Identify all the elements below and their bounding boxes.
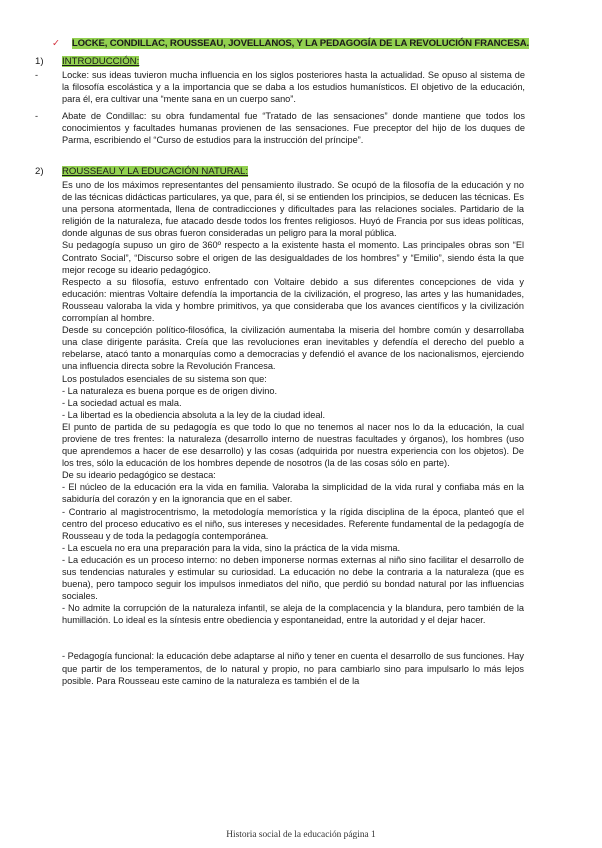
section-2-body: [62, 179, 524, 687]
bullet-dash: -: [35, 70, 39, 80]
bullet-dash: -: [35, 111, 39, 121]
section-2-number: 2): [35, 166, 44, 177]
paragraph: Desde su concepción político-filosófica, la civilización aumentaba la miseria del hombre común y desarrollaba una clase dirigente parásita. Creía que las revoluciones eran inevitables y defendía el derecho del pueblo a rebelarse, atacó tanto a monarquías como a democracias y defendió el avance de los nacionalismos, ejerciendo una influencia directa sobre la Revolución Francesa.: [62, 325, 524, 372]
paragraph: Respecto a su filosofía, estuvo enfrentado con Voltaire debido a sus diferentes concepciones de vida y educación: mientras Voltaire defendía la importancia de la civilización, el progreso, las artes y las humanidades, Rousseau valoraba la vida y hombre primitivos, ya que consideraba que los avances científicos y la civilización corrompían al hombre.: [62, 276, 524, 324]
paragraph: Su pedagogía supuso un giro de 360º respecto a la existente hasta el momento. Las principales obras son “El Contrato Social”, “Discurso sobre el origen de las desigualdades de los hombres” y “Emilio”, siendo ésta la que mejor recoge su ideario pedagógico.: [62, 240, 524, 275]
section-1-heading: [35, 56, 139, 67]
list-item: - El núcleo de la educación era la vida en familia. Valoraba la simplicidad de la vida rural y confiaba más en la sabiduría del corazón y en la ignorancia que en el saber.: [62, 482, 524, 505]
list-item-text: Locke: sus ideas tuvieron mucha influencia en los siglos posteriores hasta la actualidad. Se opuso al sistema de la filosofía escolástica y a la importancia que se daba a los estudios humanísticos. El objetivo de la educación, para él, era cultivar una “mente sana en un cuerpo sano”.: [62, 70, 525, 105]
list-item-locke: [35, 69, 525, 105]
list-item-condillac: [35, 110, 525, 146]
document-title: [52, 38, 529, 49]
list-item-text: Abate de Condillac: su obra fundamental fue “Tratado de las sensaciones” donde mantiene que todos los conocimientos y facultades humanas provienen de las sensaciones. Fue preceptor del hijo de los duques de Parma, escribiendo el “Curso de estudios para la instrucción del príncipe”.: [62, 111, 525, 146]
spacer: [62, 626, 524, 650]
list-item: - La escuela no era una preparación para la vida, sino la práctica de la vida misma.: [62, 542, 401, 553]
section-1-title: INTRODUCCIÓN:: [62, 56, 140, 67]
paragraph: Los postulados esenciales de su sistema son que:: [62, 373, 267, 384]
paragraph: El punto de partida de su pedagogía es que todo lo que no tenemos al nacer nos lo da la educación, la cual proviene de tres frentes: la naturaleza (desarrollo interno de nuestras facultades y órganos), los hombres (uso que aprendemos a hacer de ese desarrollo) y las cosas (adquirida por nuestra experiencia con los objetos). De los tres, sólo la educación de los hombres depende de nosotros (la de las cosas sólo en parte).: [62, 421, 524, 469]
list-item: - La naturaleza es buena porque es de origen divino.: [62, 385, 278, 396]
list-item: - La educación es un proceso interno: no deben imponerse normas externas al niño sino facilitar el desarrollo de sus tendencias naturales y estimular su curiosidad. La educación no debe la contraria a la naturaleza (que es buena), pero tampoco seguir los impulsos inmediatos del niño, que perdió su bondad natural por las influencias sociales.: [62, 554, 524, 602]
document-title-text: LOCKE, CONDILLAC, ROUSSEAU, JOVELLANOS, Y LA PEDAGOGÍA DE LA REVOLUCIÓN FRANCESA.: [71, 38, 529, 49]
section-2-heading: [35, 166, 248, 177]
list-item: - La libertad es la obediencia absoluta a la ley de la ciudad ideal.: [62, 409, 326, 420]
page-footer: Historia social de la educación página 1: [226, 830, 376, 840]
paragraph: De su ideario pedagógico se destaca:: [62, 470, 216, 481]
paragraph: Es uno de los máximos representantes del pensamiento ilustrado. Se ocupó de la filosofía de la educación y no de las técnicas didácticas particulares, ya que, para él, si se entienden los principios, se deducen las técnicas. Es una persona atormentada, llena de contradicciones y dificultades para las relaciones sociales. Partidario de la religión de la naturaleza, fue atacado desde todos los frentes religiosos. Huyó de Francia por sus ideas políticas, donde algunas de sus obras fueron consideradas un peligro para la moral pública.: [62, 180, 524, 239]
list-item: - La sociedad actual es mala.: [62, 397, 182, 408]
check-mark-icon: ✓: [52, 38, 60, 49]
list-item: - Pedagogía funcional: la educación debe adaptarse al niño y tener en cuenta el desarrollo de sus funciones. Hay que partir de los temperamentos, de lo natural y propio, no para cambiarlo sino para impulsarlo lo más lejos posible. Para Rousseau este camino de la naturaleza es también el de la: [62, 651, 524, 686]
section-1-number: 1): [35, 56, 44, 67]
list-item: - No admite la corrupción de la naturaleza infantil, se aleja de la complacencia y la blandura, pero también de la humillación. Lo ideal es la síntesis entre obediencia y espontaneidad, entre la autoridad y el dejar hacer.: [62, 603, 524, 626]
list-item: - Contrario al magistrocentrismo, la metodología memorística y la rígida disciplina de la época, planteó que el centro del proceso educativo es el niño, sus intereses y necesidades. Referente fundamental de la pedagogía de Rousseau y de toda la pedagogía contemporánea.: [62, 506, 524, 541]
section-2-title: ROUSSEAU Y LA EDUCACIÓN NATURAL:: [62, 166, 249, 177]
